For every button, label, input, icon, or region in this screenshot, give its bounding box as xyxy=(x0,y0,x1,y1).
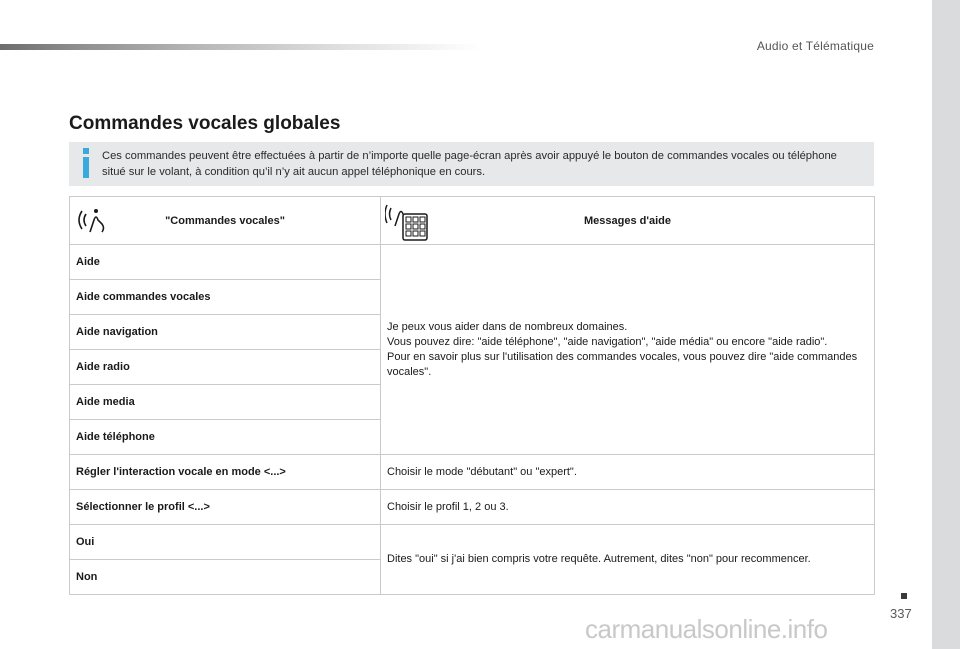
command-cell: Sélectionner le profil <...> xyxy=(70,490,381,525)
col-header-commands xyxy=(70,197,381,245)
command-cell: Oui xyxy=(70,525,381,560)
command-cell: Aide radio xyxy=(70,350,381,385)
command-cell: Aide téléphone xyxy=(70,420,381,455)
table-row xyxy=(70,525,875,560)
col-header-messages xyxy=(381,197,875,245)
info-text: Ces commandes peuvent être effectuées à partir de n’importe quelle page-écran après avoir appuyé le bouton de commandes vocales ou téléphone situé sur le volant, à condition qu’il n’y ait aucun appel téléphonique en cours. xyxy=(102,150,837,178)
voice-commands-table xyxy=(69,196,875,595)
help-message-cell xyxy=(381,245,875,455)
info-box xyxy=(69,142,874,186)
help-message-line: Pour en savoir plus sur l'utilisation des commandes vocales, vous pouvez dire "aide commandes vocales". xyxy=(387,350,858,378)
watermark: carmanualsonline.info xyxy=(585,614,828,644)
col-header-messages-label: Messages d'aide xyxy=(584,214,671,227)
voice-help-keypad-icon xyxy=(385,202,429,242)
table-header-row xyxy=(70,197,875,245)
page-number: 337 xyxy=(890,606,912,621)
info-icon xyxy=(81,148,91,178)
message-cell: Choisir le mode "débutant" ou "expert". xyxy=(381,455,875,490)
page-edge-strip xyxy=(932,0,960,649)
command-cell: Aide xyxy=(70,245,381,280)
page-marker xyxy=(901,593,907,599)
col-header-commands-label: "Commandes vocales" xyxy=(165,214,285,227)
page-title: Commandes vocales globales xyxy=(69,113,341,134)
command-cell: Non xyxy=(70,560,381,595)
voice-command-icon xyxy=(76,202,112,238)
table-row xyxy=(70,455,875,490)
command-cell: Aide navigation xyxy=(70,315,381,350)
command-cell: Aide commandes vocales xyxy=(70,280,381,315)
yes-no-message-cell: Dites "oui" si j'ai bien compris votre requête. Autrement, dites "non" pour recommencer. xyxy=(381,525,875,595)
message-cell: Choisir le profil 1, 2 ou 3. xyxy=(381,490,875,525)
command-cell: Régler l'interaction vocale en mode <...> xyxy=(70,455,381,490)
table-row xyxy=(70,245,875,280)
command-cell: Aide media xyxy=(70,385,381,420)
help-message-line: Je peux vous aider dans de nombreux domaines. xyxy=(387,320,628,333)
section-title: Audio et Télématique xyxy=(756,39,874,53)
help-message-line: Vous pouvez dire: "aide téléphone", "aide navigation", "aide média" ou encore "aide radio". xyxy=(387,335,828,348)
table-row xyxy=(70,490,875,525)
header-gradient-bar xyxy=(0,44,480,50)
